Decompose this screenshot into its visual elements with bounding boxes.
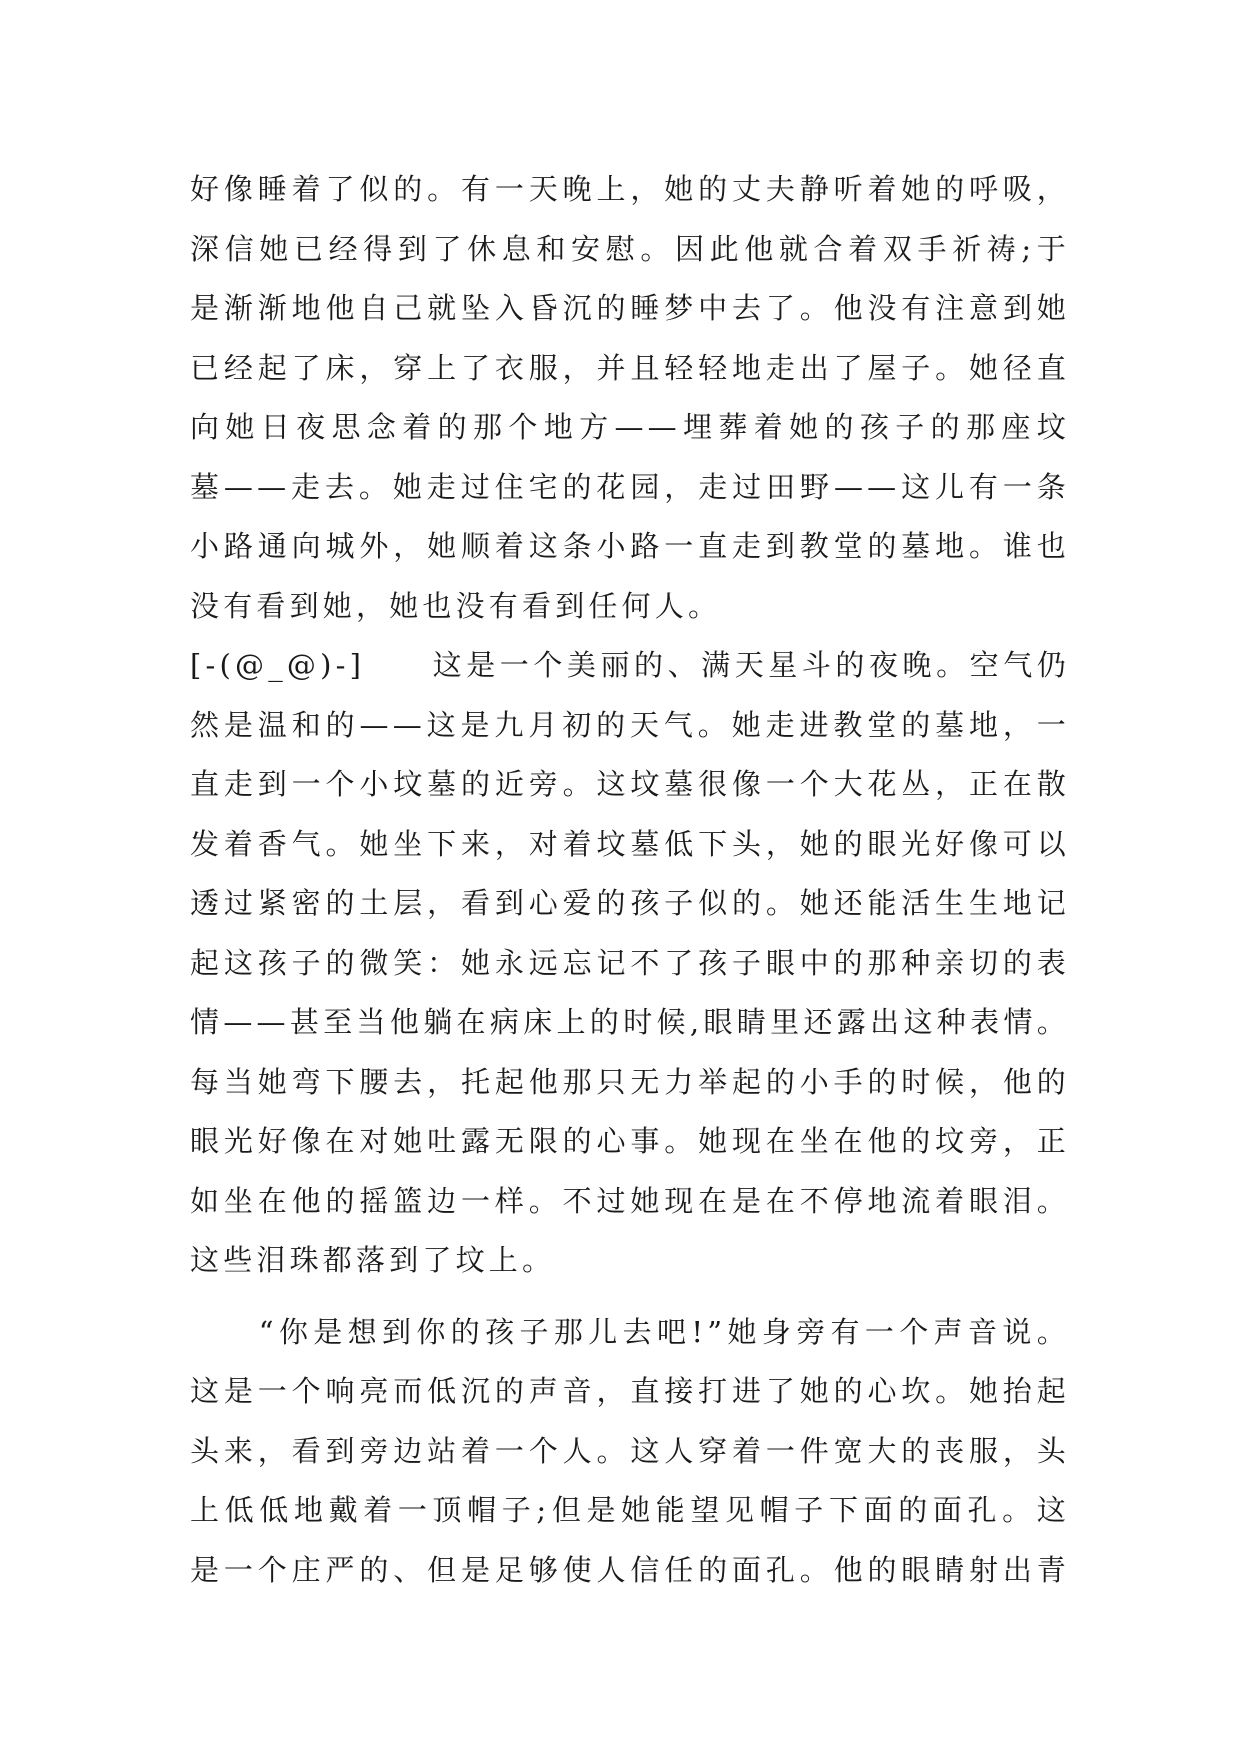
text-line: 眼光好像在对她吐露无限的心事。她现在坐在他的坟旁，正 xyxy=(190,1124,1070,1158)
text-line: 这些泪珠都落到了坟上。 xyxy=(190,1243,556,1277)
text-line: [-(@_@)-] 这是一个美丽的、满天星斗的夜晚。空气仍 xyxy=(190,648,1070,682)
body-text xyxy=(190,160,1070,1600)
text-line: 墓——走去。她走过住宅的花园，走过田野——这儿有一条 xyxy=(190,469,1070,504)
text-line: 上低低地戴着一顶帽子;但是她能望见帽子下面的面孔。这 xyxy=(190,1493,1070,1527)
text-line: 这是一个响亮而低沉的声音，直接打进了她的心坎。她抬起 xyxy=(190,1374,1070,1408)
text-line: 起这孩子的微笑：她永远忘记不了孩子眼中的那种亲切的表 xyxy=(190,945,1070,980)
text-line: 小路通向城外，她顺着这条小路一直走到教堂的墓地。谁也 xyxy=(190,529,1070,563)
text-line: 每当她弯下腰去，托起他那只无力举起的小手的时候，他的 xyxy=(190,1064,1070,1099)
text-line: 发着香气。她坐下来，对着坟墓低下头，她的眼光好像可以 xyxy=(190,826,1070,861)
text-line: 好像睡着了似的。有一天晚上，她的丈夫静听着她的呼吸， xyxy=(190,172,1070,206)
text-line: 没有看到她，她也没有看到任何人。 xyxy=(190,588,722,623)
text-line: 透过紧密的土层，看到心爱的孩子似的。她还能活生生地记 xyxy=(190,886,1070,920)
text-line: 已经起了床，穿上了衣服，并且轻轻地走出了屋子。她径直 xyxy=(190,350,1070,385)
text-line: 如坐在他的摇篮边一样。不过她现在是在不停地流着眼泪。 xyxy=(190,1183,1070,1218)
text-line: “你是想到你的孩子那儿去吧!”她身旁有一个声音说。 xyxy=(190,1314,1070,1349)
text-line: 直走到一个小坟墓的近旁。这坟墓很像一个大花丛，正在散 xyxy=(190,767,1070,801)
text-line: 向她日夜思念着的那个地方——埋葬着她的孩子的那座坟 xyxy=(190,410,1070,444)
text-line: 然是温和的——这是九月初的天气。她走进教堂的墓地，一 xyxy=(190,707,1070,742)
text-line: 情——甚至当他躺在病床上的时候,眼睛里还露出这种表情。 xyxy=(190,1005,1070,1039)
text-line: 是渐渐地他自己就坠入昏沉的睡梦中去了。他没有注意到她 xyxy=(190,291,1070,325)
text-line: 头来，看到旁边站着一个人。这人穿着一件宽大的丧服，头 xyxy=(190,1433,1070,1468)
text-line: 是一个庄严的、但是足够使人信任的面孔。他的眼睛射出青 xyxy=(190,1552,1070,1587)
text-line: 深信她已经得到了休息和安慰。因此他就合着双手祈祷;于 xyxy=(190,231,1070,266)
